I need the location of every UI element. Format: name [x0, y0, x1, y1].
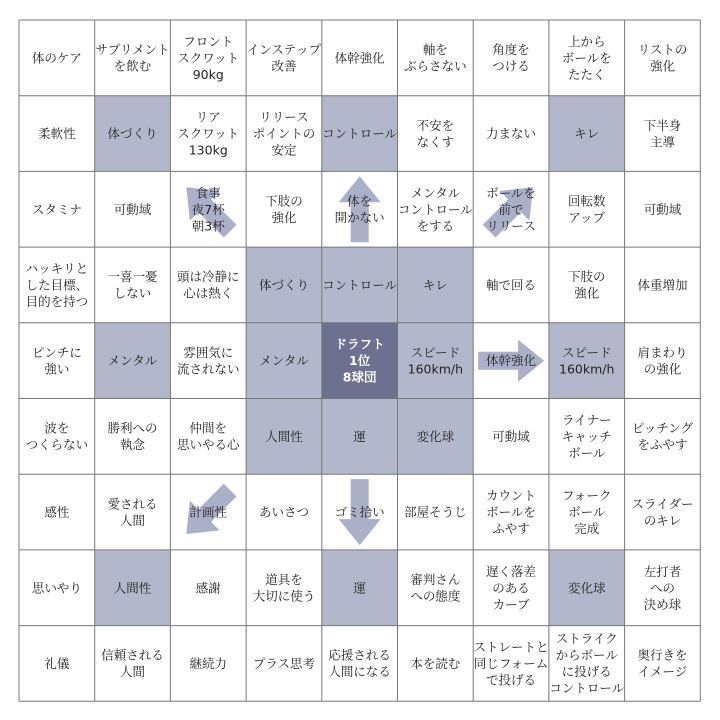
cell-label-r2-c1: 可動域 — [113, 201, 152, 217]
cell-label-r7-c1: 人間性 — [113, 580, 152, 596]
cell-label-r1-c2: リアスクワット 130kg — [177, 109, 240, 158]
cell-label-r8-c5: 本を読む — [410, 656, 461, 671]
cell-label-r1-c4: コントロール — [322, 126, 398, 142]
cell-label-r3-c1: 一喜一憂しない — [107, 269, 158, 301]
cell-label-r4-c4: ドラフト 1位 8球団 — [334, 336, 385, 385]
cell-label-r3-c5: キレ — [422, 277, 448, 293]
cell-label-r1-c7: キレ — [574, 126, 600, 142]
cell-label-r5-c6: 可動域 — [492, 428, 530, 444]
cell-label-r2-c3: 下肢の強化 — [265, 193, 303, 225]
cell-label-r0-c8: リストの強化 — [637, 42, 688, 74]
cell-label-r2-c4: 体を開かない — [334, 193, 385, 225]
cell-label-r7-c2: 感謝 — [195, 580, 221, 596]
cell-label-r4-c7: スピード 160km/h — [559, 344, 615, 377]
cell-label-r8-c0: 礼儀 — [44, 656, 70, 671]
cell-label-r2-c8: 可動域 — [643, 201, 682, 217]
cell-label-r3-c7: 下肢の強化 — [567, 269, 606, 301]
cell-label-r1-c6: 力まない — [486, 126, 537, 142]
cell-label-r6-c3: あいさつ — [258, 504, 309, 520]
cell-label-r6-c0: 感性 — [44, 504, 70, 520]
cell-label-r4-c6: 体幹強化 — [486, 353, 537, 369]
cell-label-r2-c7: 回転数アップ — [567, 193, 606, 225]
cell-label-r2-c2: 食事夜7杯朝3杯 — [191, 185, 225, 234]
cell-label-r3-c6: 軸で回る — [486, 277, 537, 293]
cell-label-r5-c8: ピッチングをふやす — [631, 420, 694, 453]
cell-label-r3-c0: ハッキリとした目標、目的を持つ — [25, 261, 89, 309]
cell-label-r0-c1: サプリメントを飲む — [95, 42, 170, 74]
cell-label-r2-c0: スタミナ — [31, 201, 82, 217]
cell-label-r5-c5: 変化球 — [416, 428, 455, 444]
cell-label-r6-c2: 計画性 — [189, 504, 228, 520]
cell-label-r5-c4: 運 — [353, 428, 366, 444]
cell-label-r4-c5: スピード 160km/h — [407, 344, 464, 377]
cell-label-r7-c7: 変化球 — [567, 580, 606, 596]
cell-label-r5-c3: 人間性 — [265, 428, 303, 444]
cell-label-r7-c8: 左打者への決め球 — [643, 563, 682, 612]
cell-label-r8-c4: 応援される人間になる — [328, 647, 391, 680]
cell-label-r8-c2: 継続力 — [189, 656, 228, 671]
cell-label-r2-c6: ボールを前でリリース — [486, 185, 536, 234]
cell-label-r4-c0: ピンチに強い — [31, 344, 82, 377]
cell-label-r0-c6: 角度をつける — [492, 42, 530, 74]
cell-label-r0-c4: 体幹強化 — [334, 50, 385, 66]
cell-label-r0-c5: 軸をぶらさない — [404, 42, 467, 74]
cell-label-r8-c1: 信頼される人間 — [101, 647, 164, 680]
cell-label-r1-c1: 体づくり — [107, 126, 158, 142]
cell-label-r7-c3: 道具を大切に使う — [252, 572, 316, 604]
cell-label-r1-c3: リリースポイントの安定 — [252, 109, 316, 158]
cell-label-r0-c3: インステップ改善 — [246, 42, 322, 74]
cell-label-r8-c3: プラス思考 — [252, 656, 316, 671]
cell-label-r1-c8: 下半身主導 — [643, 117, 682, 150]
cell-label-r2-c5: メンタルコントロールをする — [397, 185, 473, 234]
cell-label-r5-c0: 波をつくらない — [25, 420, 89, 453]
cell-label-r7-c6: 遅く落差のあるカーブ — [486, 563, 537, 612]
cell-label-r4-c2: 雰囲気に流されない — [176, 344, 240, 377]
cell-label-r8-c8: 奥行きをイメージ — [637, 647, 688, 680]
cell-label-r6-c4: ゴミ拾い — [334, 504, 385, 520]
cell-label-r5-c7: ライナーキャッチボール — [561, 412, 612, 461]
cell-label-r0-c7: 上からボールをたたく — [561, 33, 612, 82]
cell-label-r8-c6: ストレートと同じフォームで投げる — [473, 639, 549, 688]
cell-label-r3-c2: 頭は冷静に心は熱く — [176, 269, 240, 301]
cell-label-r1-c5: 不安をなくす — [416, 117, 455, 150]
cell-label-r1-c0: 柔軟性 — [38, 126, 76, 142]
cell-label-r4-c3: メンタル — [259, 353, 309, 369]
cell-label-r5-c2: 仲間を思いやる心 — [176, 420, 240, 453]
cell-label-r8-c7: ストライクからボールに投げるコントロール — [549, 631, 625, 696]
cell-label-r7-c0: 思いやり — [31, 580, 82, 596]
cell-label-r3-c8: 体重増加 — [637, 277, 688, 293]
cell-label-r6-c7: フォークボール完成 — [562, 488, 612, 537]
cell-label-r0-c0: 体のケア — [31, 50, 82, 66]
cell-label-r7-c4: 運 — [353, 580, 366, 596]
cell-label-r6-c6: カウントボールをふやす — [486, 488, 537, 537]
cell-label-r3-c3: 体づくり — [258, 277, 309, 293]
cell-label-r6-c5: 部屋そうじ — [404, 504, 467, 520]
cell-label-r6-c8: スライダーのキレ — [631, 496, 694, 528]
cell-label-r4-c8: 肩まわりの強化 — [637, 344, 688, 377]
cell-label-r5-c1: 勝利への執念 — [107, 420, 158, 453]
cell-label-r4-c1: メンタル — [107, 353, 158, 369]
cell-label-r3-c4: コントロール — [322, 277, 398, 293]
cell-label-r6-c1: 愛される人間 — [107, 496, 158, 528]
cell-label-r7-c5: 審判さんへの態度 — [410, 572, 461, 604]
cell-label-r0-c2: フロントスクワット 90kg — [177, 33, 240, 82]
